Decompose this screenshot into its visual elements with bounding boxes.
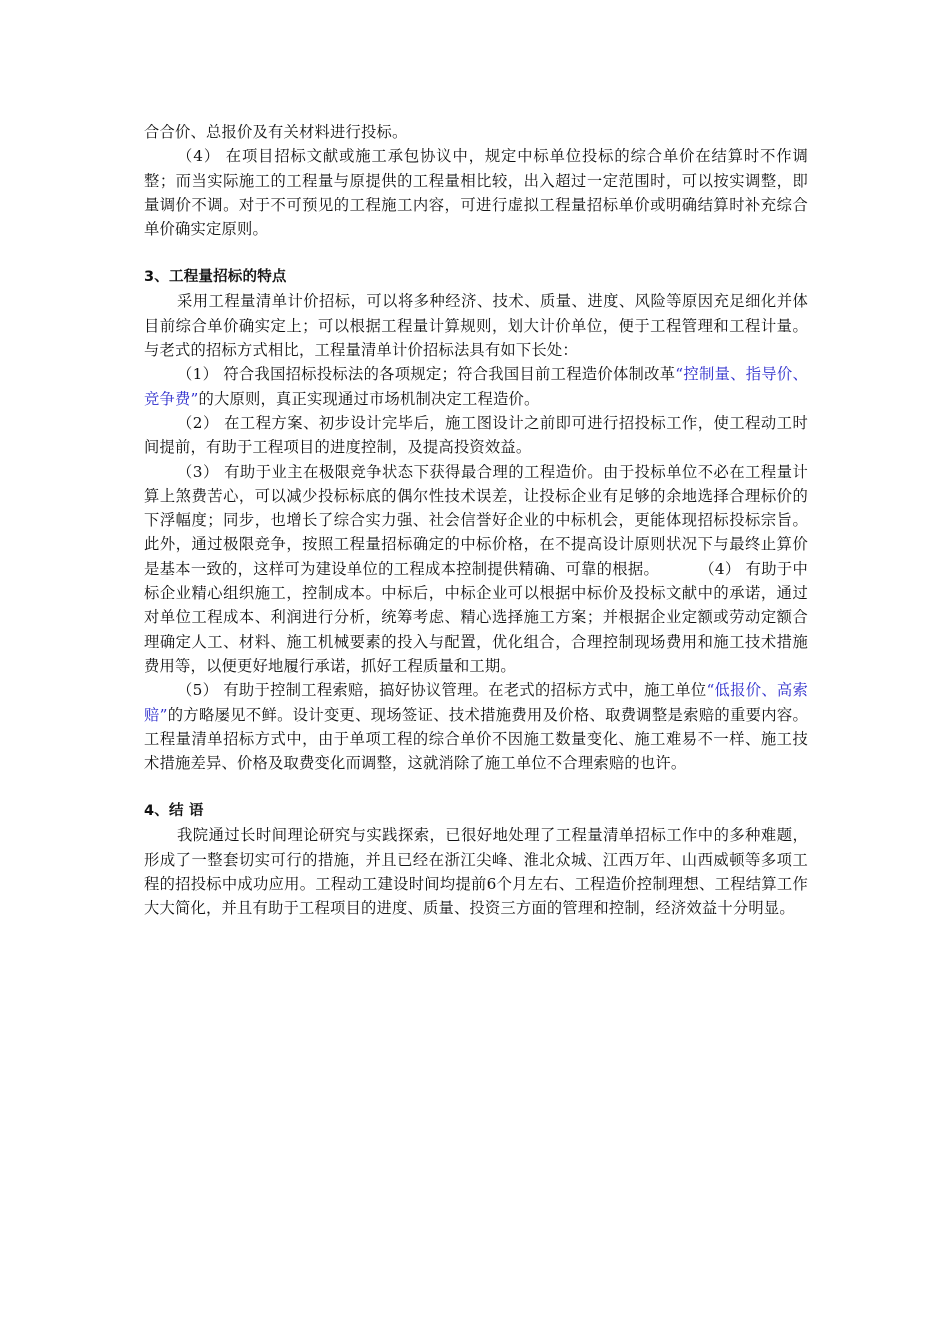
document-page xyxy=(144,120,808,921)
section-4-paragraph: 我院通过长时间理论研究与实践探索，已很好地处理了工程量清单招标工作中的多种难题，形成了一整套切实可行的措施，并且已经在浙江尖峰、淮北众城、江西万年、山西威顿等多项工程的招投标中成功应用。工程动工建设时间均提前6个月左右、工程造价控制理想、工程结算工作大大简化，并且有助于工程项目的进度、质量、投资三方面的管理和控制，经济效益十分明显。 xyxy=(144,826,808,918)
section-3-item-5 xyxy=(144,678,808,775)
item-1-link[interactable]: “控制量、指导价、竞争费” xyxy=(144,365,808,408)
item-3-text: （3） 有助于业主在极限竞争状态下获得最合理的工程造价。由于投标单位不必在工程量计算上煞费苦心，可以减少投标标底的偶尔性技术误差，让投标企业有足够的余地选择合理标价的下浮幅度；同步，也增长了综合实力强、社会信誉好企业的中标机会，更能体现招标投标宗旨。此外，通过极限竞争，按照工程量招标确定的中标价格，在不提高设计原则状况下与最终止算价是基本一致的，这样可为建设单位的工程成本控制提供精确、可靠的根据。 xyxy=(144,462,808,578)
section-4-heading: 4、结 语 xyxy=(144,803,204,820)
item-4-text: （4） 有助于中标企业精心组织施工，控制成本。中标后，中标企业可以根据中标价及投标文献中的承诺，通过对单位工程成本、利润进行分析，统筹考虑、精心选择施工方案；并根据企业定额或劳动定额合理确定人工、材料、施工机械要素的投入与配置，优化组合，合理控制现场费用和施工技术措施费用等，以便更好地履行承诺，抓好工程质量和工期。 xyxy=(144,559,808,675)
section-3-heading: 3、工程量招标的特点 xyxy=(144,269,287,286)
item-1-text-a: （1） 符合我国招标投标法的各项规定；符合我国目前工程造价体制改革 xyxy=(177,365,676,384)
item-5-text-b: 的方略屡见不鲜。设计变更、现场签证、技术措施费用及价格、取费调整是索赔的重要内容。工程量清单招标方式中，由于单项工程的综合单价不因施工数量变化、施工难易不一样、施工技术措施差异、价格及取费变化而调整，这就消除了施工单位不合理索赔的也许。 xyxy=(144,705,808,773)
item-1-text-b: 的大原则，真正实现通过市场机制决定工程造价。 xyxy=(198,389,540,408)
item-5-link[interactable]: “低报价、高索赔” xyxy=(144,681,808,724)
section-3-item-3-4 xyxy=(144,460,808,679)
item-5-text-a: （5） 有助于控制工程索赔，搞好协议管理。在老式的招标方式中，施工单位 xyxy=(177,681,707,700)
intro-paragraph-1: 合合价、总报价及有关材料进行投标。 xyxy=(144,123,408,141)
section-3-item-2: （2） 在工程方案、初步设计完毕后，施工图设计之前即可进行招投标工作，使工程动工时间提前，有助于工程项目的进度控制，及提高投资效益。 xyxy=(144,413,808,457)
section-3-item-1 xyxy=(144,362,808,411)
section-3-paragraph: 采用工程量清单计价招标，可以将多种经济、技术、质量、进度、风险等原因充足细化并体目前综合单价确实定上；可以根据工程量计算规则，划大计价单位，便于工程管理和工程计量。与老式的招标方式相比，工程量清单计价招标法具有如下长处： xyxy=(144,292,808,360)
intro-paragraph-2: （4） 在项目招标文献或施工承包协议中，规定中标单位投标的综合单价在结算时不作调整；而当实际施工的工程量与原提供的工程量相比较，出入超过一定范围时，可以按实调整，即量调价不调。对于不可预见的工程施工内容，可进行虚拟工程量招标单价或明确结算时补充综合单价确实定原则。 xyxy=(144,147,808,239)
